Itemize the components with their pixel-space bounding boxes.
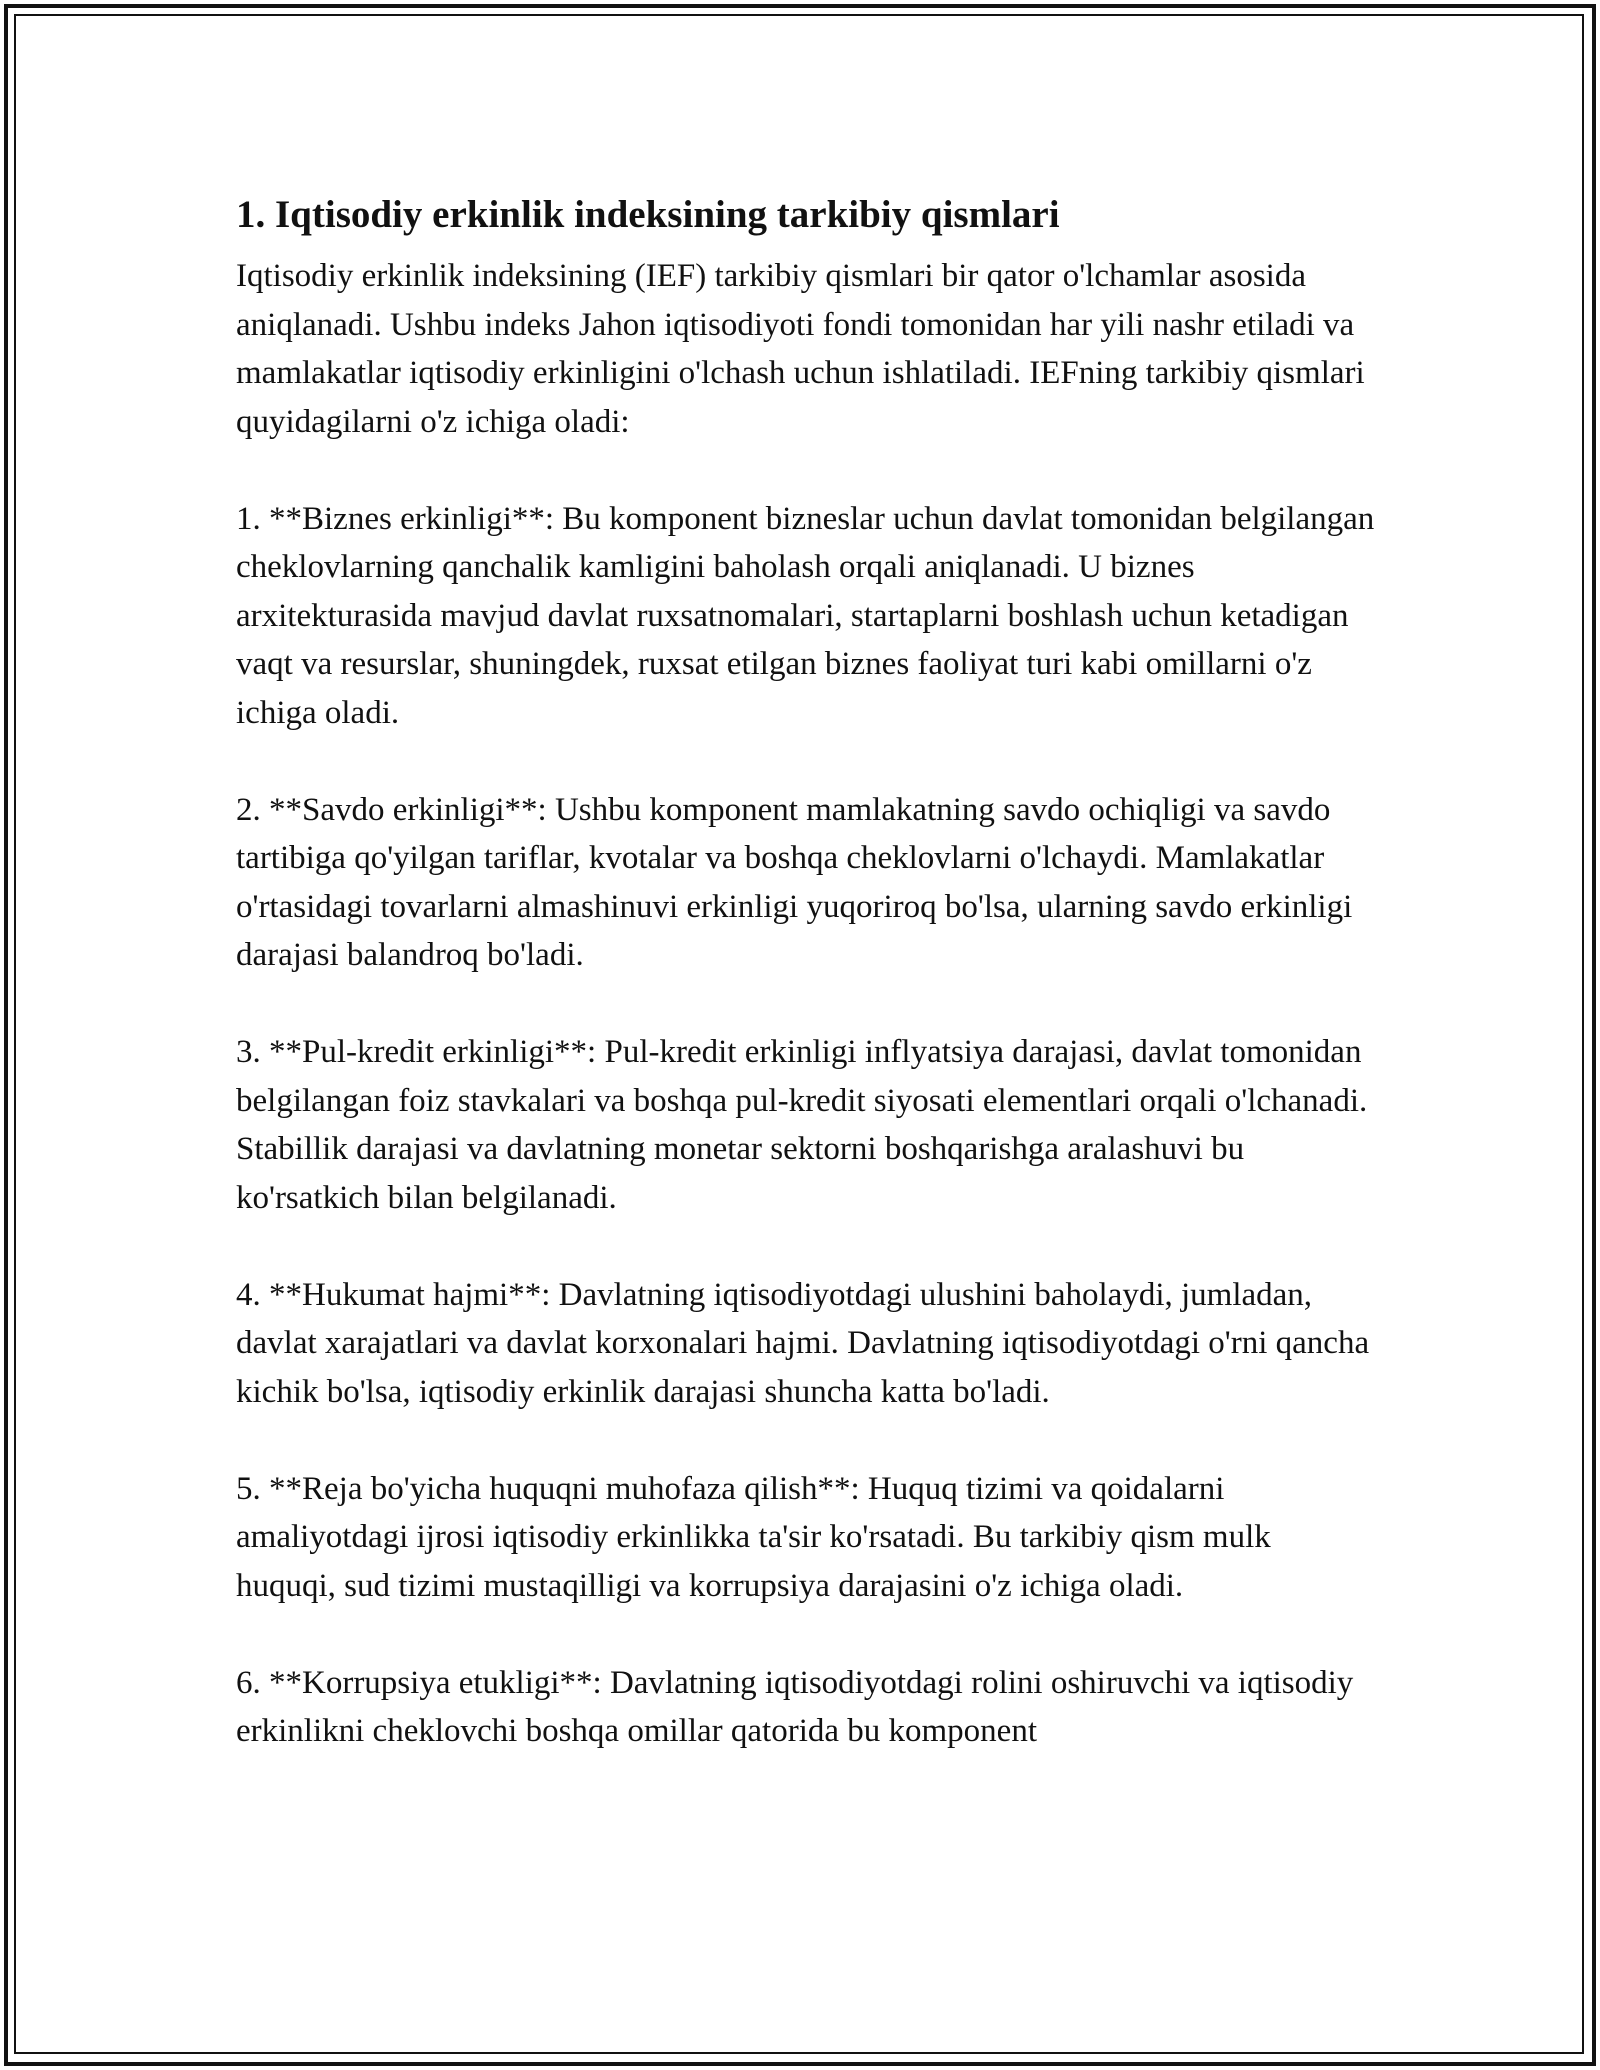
- list-item-trade-freedom: 2. **Savdo erkinligi**: Ushbu komponent mamlakatning savdo ochiqligi va savdo tartibiga qo'yilgan tariflar, kvotalar va boshqa cheklovlarni o'lchaydi. Mamlakatlar o'rtasidagi tovarlarni almashinuvi erkinligi yuqoriroq bo'lsa, ularning savdo erkinligi darajasi balandroq bo'ladi.: [236, 791, 1353, 973]
- list-item-monetary-freedom: 3. **Pul-kredit erkinligi**: Pul-kredit erkinligi inflyatsiya darajasi, davlat tomonidan belgilangan foiz stavkalari va boshqa pul-kredit siyosati elementlari orqali o'lchanadi. Stabillik darajasi va davlatning monetar sektorni boshqarishga aralashuvi bu ko'rsatkich bilan belgilanadi.: [236, 1034, 1368, 1216]
- list-item-corruption: 6. **Korrupsiya etukligi**: Davlatning iqtisodiyotdagi rolini oshiruvchi va iqtisodiy erkinlikni cheklovchi boshqa omillar qatorida bu komponent: [236, 1664, 1354, 1749]
- list-item-rule-of-law: 5. **Reja bo'yicha huquqni muhofaza qilish**: Huquq tizimi va qoidalarni amaliyotdagi ijrosi iqtisodiy erkinlikka ta'sir ko'rsatadi. Bu tarkibiy qism mulk huquqi, sud tizimi mustaqilligi va korrupsiya darajasini o'z ichiga oladi.: [236, 1470, 1271, 1604]
- section-heading: 1. Iqtisodiy erkinlik indeksining tarkibiy qismlari: [236, 193, 1060, 236]
- list-item-business-freedom: 1. **Biznes erkinligi**: Bu komponent bizneslar uchun davlat tomonidan belgilangan cheklovlarning qanchalik kamligini baholash orqali aniqlanadi. U biznes arxitekturasida mavjud davlat ruxsatnomalari, startaplarni boshlash uchun ketadigan vaqt va resurslar, shuningdek, ruxsat etilgan biznes faoliyat turi kabi omillarni o'z ichiga oladi.: [236, 500, 1375, 731]
- list-item-government-size: 4. **Hukumat hajmi**: Davlatning iqtisodiyotdagi ulushini baholaydi, jumladan, davlat xarajatlari va davlat korxonalari hajmi. Davlatning iqtisodiyotdagi o'rni qancha kichik bo'lsa, iqtisodiy erkinlik darajasi shuncha katta bo'ladi.: [236, 1276, 1370, 1410]
- intro-paragraph: Iqtisodiy erkinlik indeksining (IEF) tarkibiy qismlari bir qator o'lchamlar asosida aniqlanadi. Ushbu indeks Jahon iqtisodiyoti fondi tomonidan har yili nashr etiladi va mamlakatlar iqtisodiy erkinligini o'lchash uchun ishlatiladi. IEFning tarkibiy qismlari quyidagilarni o'z ichiga oladi:: [236, 258, 1365, 440]
- document-body: [236, 186, 1376, 1804]
